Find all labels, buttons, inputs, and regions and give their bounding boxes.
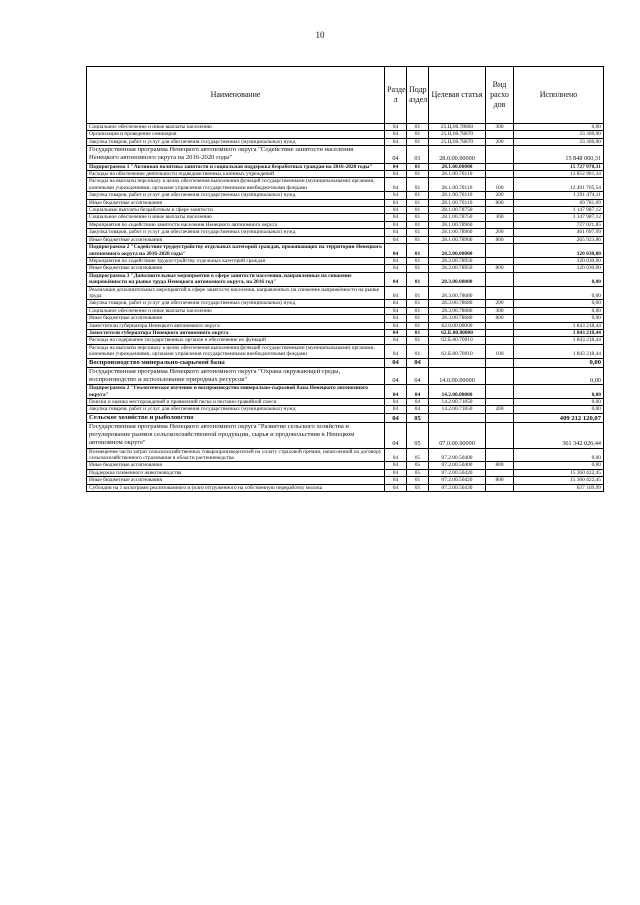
cell-executed: 0,00 (514, 406, 604, 413)
cell-section: 04 (385, 329, 407, 336)
cell-expense-type (486, 286, 514, 300)
cell-expense-type (486, 367, 514, 384)
cell-expense-type: 200 (486, 229, 514, 236)
cell-expense-type: 100 (486, 344, 514, 358)
cell-target: 62.Б.00.70010 (429, 337, 486, 344)
cell-section: 04 (385, 406, 407, 413)
cell-executed: 361 342 026,44 (514, 423, 604, 449)
table-row (87, 124, 604, 131)
cell-executed: 1 147 987,12 (514, 214, 604, 221)
cell-subsection: 01 (407, 329, 429, 336)
cell-subsection: 01 (407, 257, 429, 264)
table-row (87, 448, 604, 462)
cell-subsection: 01 (407, 272, 429, 286)
cell-subsection: 04 (407, 367, 429, 384)
cell-subsection: 01 (407, 178, 429, 192)
table-row (87, 469, 604, 476)
cell-name: Иные бюджетные ассигнования (87, 265, 385, 272)
table-row (87, 344, 604, 358)
cell-section: 04 (385, 367, 407, 384)
cell-expense-type (486, 423, 514, 449)
cell-name: Заместители губернатора Ненецкого автономного округа (87, 322, 385, 329)
cell-section: 04 (385, 286, 407, 300)
cell-subsection: 04 (407, 399, 429, 406)
table-row (87, 307, 604, 314)
cell-section: 04 (385, 423, 407, 449)
cell-section: 04 (385, 244, 407, 258)
cell-executed: 1 291 474,11 (514, 192, 604, 199)
cell-target: 07.0.00.00000 (429, 423, 486, 449)
cell-target: 28.3.00.78680 (429, 315, 486, 322)
page-number: 10 (315, 30, 325, 40)
cell-executed: 120 030,00 (514, 257, 604, 264)
cell-executed: 1 843 218,44 (514, 329, 604, 336)
cell-target (429, 413, 486, 422)
cell-subsection: 01 (407, 244, 429, 258)
cell-expense-type: 800 (486, 265, 514, 272)
cell-name: Закупка товаров, работ и услуг для обеспечения государственных (муниципальных) нужд (87, 192, 385, 199)
cell-executed: 69 781,69 (514, 199, 604, 206)
cell-target: 28.1.00.00000 (429, 163, 486, 170)
cell-name: Иные бюджетные ассигнования (87, 236, 385, 243)
cell-subsection: 05 (407, 462, 429, 469)
cell-expense-type (486, 163, 514, 170)
cell-executed: 0,00 (514, 307, 604, 314)
cell-executed: 0,00 (514, 462, 604, 469)
cell-executed: 0,00 (514, 315, 604, 322)
cell-target: 28.2.00.78950 (429, 265, 486, 272)
cell-executed: 637 169,99 (514, 484, 604, 491)
table-row (87, 199, 604, 206)
table-row (87, 257, 604, 264)
cell-target: 28.3.00.78680 (429, 307, 486, 314)
cell-executed: 1 843 218,44 (514, 322, 604, 329)
cell-section: 04 (385, 307, 407, 314)
table-row (87, 477, 604, 484)
cell-section: 04 (385, 337, 407, 344)
cell-section: 04 (385, 236, 407, 243)
header-name: Наименование (87, 67, 385, 124)
cell-name: Расходы на содержание государственных органов и обеспечение их функций (87, 337, 385, 344)
cell-section: 04 (385, 469, 407, 476)
cell-section: 04 (385, 214, 407, 221)
cell-section: 04 (385, 477, 407, 484)
table-row (87, 236, 604, 243)
cell-section: 04 (385, 413, 407, 422)
cell-target: 28.1.00.78960 (429, 236, 486, 243)
table-row (87, 171, 604, 178)
cell-executed: 409 212 120,07 (514, 413, 604, 422)
cell-section: 04 (385, 399, 407, 406)
cell-target: 25.Ц.00.78870 (429, 131, 486, 138)
cell-expense-type (486, 413, 514, 422)
cell-target: 28.1.00.70110 (429, 199, 486, 206)
table-row (87, 131, 604, 138)
cell-section: 04 (385, 146, 407, 163)
cell-subsection: 01 (407, 322, 429, 329)
cell-subsection: 05 (407, 477, 429, 484)
cell-expense-type (486, 221, 514, 228)
cell-name: Воспроизводство минерально-сырьевой базы (87, 358, 385, 367)
cell-subsection: 01 (407, 199, 429, 206)
table-row (87, 221, 604, 228)
cell-name: Подпрограмма 3 "Дополнительные мероприятия в сфере занятости населения, направленные на снижение напряжённости на рынке труда Ненецкого автономного округа, на 2016 год" (87, 272, 385, 286)
cell-target: 14.0.00.00000 (429, 367, 486, 384)
cell-section: 04 (385, 484, 407, 491)
cell-expense-type: 800 (486, 477, 514, 484)
table-row (87, 385, 604, 399)
cell-subsection: 01 (407, 265, 429, 272)
cell-name: Подпрограмма 1 "Активная политика занятости и социальная поддержка безработных граждан на 2016-2020 годы" (87, 163, 385, 170)
table-row (87, 413, 604, 422)
cell-name: Субсидии на 1 килограмм реализованного и (или) отгруженного на собственную переработку молока (87, 484, 385, 491)
table-row (87, 272, 604, 286)
cell-section: 04 (385, 221, 407, 228)
cell-section: 04 (385, 229, 407, 236)
cell-executed: 23 300,00 (514, 138, 604, 145)
cell-target (429, 358, 486, 367)
cell-name: Организация и проведение семинаров (87, 131, 385, 138)
cell-name: Подпрограмма 2 "Содействие трудоустройству отдельных категорий граждан, проживающих на территории Ненецкого автономного округа на 2016-2020 годы" (87, 244, 385, 258)
cell-target: 28.3.00.78680 (429, 286, 486, 300)
cell-subsection: 01 (407, 229, 429, 236)
cell-executed: 0,00 (514, 399, 604, 406)
cell-expense-type (486, 484, 514, 491)
cell-section: 04 (385, 300, 407, 307)
cell-expense-type: 200 (486, 406, 514, 413)
cell-name: Закупка товаров, работ и услуг для обеспечения государственных (муниципальных) нужд (87, 300, 385, 307)
cell-name: Подпрограмма 2 "Геологическое изучение и воспроизводство минерально-сырьевой базы Ненецкого автономного округа" (87, 385, 385, 399)
cell-expense-type (486, 329, 514, 336)
cell-name: Поиски и оценка месторождений и проявлений песка и песчано-гравийной смеси (87, 399, 385, 406)
cell-target: 28.1.00.78750 (429, 207, 486, 214)
cell-section: 04 (385, 138, 407, 145)
table-row (87, 462, 604, 469)
cell-expense-type: 800 (486, 236, 514, 243)
cell-name: Сельское хозяйство и рыболовство (87, 413, 385, 422)
cell-expense-type: 300 (486, 214, 514, 221)
cell-target: 14.2.00.00000 (429, 385, 486, 399)
cell-executed: 15 848 000,31 (514, 146, 604, 163)
cell-executed: 15 727 970,31 (514, 163, 604, 170)
cell-target: 28.1.00.70110 (429, 171, 486, 178)
table-row (87, 178, 604, 192)
cell-executed: 727 021,85 (514, 221, 604, 228)
cell-target: 28.0.00.00000 (429, 146, 486, 163)
cell-target: 62.Б.00.00000 (429, 329, 486, 336)
cell-target: 07.2.00.50420 (429, 469, 486, 476)
cell-name: Государственная программа Ненецкого автономного округа "Охрана окружающей среды, воспроизводство и использование природных ресурсов" (87, 367, 385, 384)
cell-subsection: 01 (407, 124, 429, 131)
cell-executed: 1 147 987,12 (514, 207, 604, 214)
cell-section: 04 (385, 199, 407, 206)
cell-expense-type: 800 (486, 462, 514, 469)
cell-subsection: 01 (407, 315, 429, 322)
cell-subsection: 01 (407, 163, 429, 170)
cell-target: 25.Ц.00.78870 (429, 138, 486, 145)
cell-executed: 12 491 705,54 (514, 178, 604, 192)
table-row (87, 367, 604, 384)
cell-section: 04 (385, 448, 407, 462)
cell-section: 04 (385, 163, 407, 170)
cell-expense-type (486, 358, 514, 367)
header-subsection: Подр аздел (407, 67, 429, 124)
cell-subsection: 01 (407, 171, 429, 178)
header-executed: Исполнено (514, 67, 604, 124)
cell-expense-type: 800 (486, 199, 514, 206)
table-row (87, 265, 604, 272)
cell-expense-type: 300 (486, 307, 514, 314)
table-row (87, 399, 604, 406)
table-row (87, 146, 604, 163)
cell-subsection: 01 (407, 286, 429, 300)
cell-subsection: 01 (407, 307, 429, 314)
cell-executed: 23 300,00 (514, 131, 604, 138)
cell-subsection: 05 (407, 413, 429, 422)
cell-executed: 0,00 (514, 448, 604, 462)
cell-expense-type: 300 (486, 124, 514, 131)
cell-subsection: 04 (407, 385, 429, 399)
cell-executed: 265 923,86 (514, 236, 604, 243)
cell-executed: 0,00 (514, 358, 604, 367)
table-row (87, 358, 604, 367)
cell-expense-type: 100 (486, 178, 514, 192)
cell-name: Государственная программа Ненецкого автономного округа "Развитие сельского хозяйства и регулирование рынков сельскохозяйственной продукции, сырья и продовольствия в Ненецком автономном округе" (87, 423, 385, 449)
cell-name: Расходы на обеспечение деятельности подведомственных казённых учреждений (87, 171, 385, 178)
cell-executed: 15 360 422,45 (514, 469, 604, 476)
cell-subsection: 01 (407, 138, 429, 145)
cell-name: Социальное обеспечение и иные выплаты населению (87, 307, 385, 314)
table-row (87, 244, 604, 258)
cell-expense-type (486, 146, 514, 163)
cell-subsection: 01 (407, 337, 429, 344)
cell-section: 04 (385, 358, 407, 367)
cell-target: 25.Ц.00.78860 (429, 124, 486, 131)
table-row (87, 406, 604, 413)
cell-expense-type: 200 (486, 300, 514, 307)
cell-executed: 13 852 961,34 (514, 171, 604, 178)
table-row (87, 423, 604, 449)
cell-name: Социальное обеспечение и иные выплаты населению (87, 124, 385, 131)
cell-name: Социальные выплаты безработным в сфере занятости (87, 207, 385, 214)
cell-executed: 0,00 (514, 124, 604, 131)
cell-name: Мероприятия по содействию трудоустройству отдельных категорий граждан (87, 257, 385, 264)
cell-subsection: 05 (407, 469, 429, 476)
cell-expense-type (486, 207, 514, 214)
cell-executed: 15 360 422,45 (514, 477, 604, 484)
cell-name: Государственная программа Ненецкого автономного округа "Содействие занятости населения Ненецкого автономного округа на 2016-2020 годы" (87, 146, 385, 163)
cell-subsection: 04 (407, 406, 429, 413)
table-row (87, 315, 604, 322)
cell-executed: 0,00 (514, 272, 604, 286)
cell-name: Расходы на выплаты персоналу в целях обеспечения выполнения функций государственными (муниципальными) органами, казенными учреждениями, органами управления государственными внебюджетными фондами (87, 344, 385, 358)
cell-subsection: 01 (407, 221, 429, 228)
cell-subsection: 05 (407, 484, 429, 491)
cell-name: Мероприятия по содействию занятости населения Ненецкого автономного округа (87, 221, 385, 228)
header-target: Целевая статья (429, 67, 486, 124)
cell-expense-type (486, 448, 514, 462)
cell-section: 04 (385, 178, 407, 192)
cell-target: 07.2.00.50400 (429, 462, 486, 469)
cell-target: 28.1.00.70110 (429, 178, 486, 192)
table-row (87, 322, 604, 329)
cell-name: Возмещение части затрат сельскохозяйственных товаропроизводителей на уплату страховой премии, начисленной по договору сельскохозяйственного страхования в области растениеводства (87, 448, 385, 462)
cell-name: Закупка товаров, работ и услуг для обеспечения государственных (муниципальных) нужд (87, 229, 385, 236)
cell-section: 04 (385, 315, 407, 322)
cell-name: Закупка товаров, работ и услуг для обеспечения государственных (муниципальных) нужд (87, 138, 385, 145)
cell-subsection: 01 (407, 300, 429, 307)
cell-target: 07.2.00.50420 (429, 477, 486, 484)
cell-target: 28.3.00.78680 (429, 300, 486, 307)
cell-executed: 0,00 (514, 286, 604, 300)
cell-section: 04 (385, 124, 407, 131)
table-row (87, 337, 604, 344)
cell-subsection: 01 (407, 131, 429, 138)
table-row (87, 192, 604, 199)
cell-section: 04 (385, 257, 407, 264)
cell-section: 04 (385, 385, 407, 399)
cell-name: Иные бюджетные ассигнования (87, 462, 385, 469)
cell-expense-type (486, 385, 514, 399)
table-row (87, 207, 604, 214)
cell-name: Иные бюджетные ассигнования (87, 199, 385, 206)
table-row (87, 484, 604, 491)
cell-expense-type (486, 337, 514, 344)
cell-name: Расходы на выплаты персоналу в целях обеспечения выполнения функций государственными (муниципальными) органами, казенными учреждениями, органами управления государственными внебюджетными фондами (87, 178, 385, 192)
cell-executed: 120 030,00 (514, 265, 604, 272)
table-body (87, 124, 604, 492)
cell-target: 07.2.00.50430 (429, 484, 486, 491)
cell-expense-type (486, 244, 514, 258)
cell-target: 62.0.00.00000 (429, 322, 486, 329)
cell-expense-type: 200 (486, 192, 514, 199)
cell-target: 28.1.00.70110 (429, 192, 486, 199)
cell-target: 14.2.00.71850 (429, 399, 486, 406)
cell-name: Заместители губернатора Ненецкого автономного округа (87, 329, 385, 336)
cell-expense-type (486, 469, 514, 476)
table-header-row (87, 67, 604, 124)
cell-subsection: 05 (407, 448, 429, 462)
cell-target: 07.2.00.50400 (429, 448, 486, 462)
cell-executed: 1 843 218,44 (514, 337, 604, 344)
cell-executed: 120 030,00 (514, 244, 604, 258)
cell-executed: 1 843 218,44 (514, 344, 604, 358)
cell-expense-type (486, 322, 514, 329)
cell-executed: 0,00 (514, 385, 604, 399)
cell-subsection: 05 (407, 423, 429, 449)
cell-subsection: 01 (407, 214, 429, 221)
cell-section: 04 (385, 462, 407, 469)
cell-name: Социальное обеспечение и иные выплаты населению (87, 214, 385, 221)
cell-target: 14.2.00.71850 (429, 406, 486, 413)
table-row (87, 300, 604, 307)
cell-expense-type (486, 171, 514, 178)
cell-subsection: 04 (407, 358, 429, 367)
cell-executed: 0,00 (514, 300, 604, 307)
cell-expense-type (486, 257, 514, 264)
cell-name: Закупка товаров, работ и услуг для обеспечения государственных (муниципальных) нужд (87, 406, 385, 413)
cell-expense-type (486, 131, 514, 138)
cell-section: 04 (385, 207, 407, 214)
cell-subsection: 01 (407, 236, 429, 243)
cell-expense-type: 200 (486, 138, 514, 145)
table-row (87, 214, 604, 221)
table-row (87, 286, 604, 300)
table-row (87, 138, 604, 145)
cell-section: 04 (385, 272, 407, 286)
table-row (87, 329, 604, 336)
cell-section: 04 (385, 344, 407, 358)
cell-subsection: 01 (407, 207, 429, 214)
cell-name: Иные бюджетные ассигнования (87, 477, 385, 484)
table-row (87, 163, 604, 170)
cell-name: Иные бюджетные ассигнования (87, 315, 385, 322)
header-expense-type: Вид расхо дов (486, 67, 514, 124)
cell-executed: 0,00 (514, 367, 604, 384)
cell-subsection: 01 (407, 344, 429, 358)
cell-section: 04 (385, 192, 407, 199)
cell-executed: 461 097,99 (514, 229, 604, 236)
cell-subsection: 01 (407, 146, 429, 163)
cell-target: 28.1.00.78960 (429, 221, 486, 228)
cell-expense-type (486, 399, 514, 406)
cell-target: 28.2.00.00000 (429, 244, 486, 258)
cell-section: 04 (385, 322, 407, 329)
cell-section: 04 (385, 131, 407, 138)
cell-name: Поддержка племенного животноводства (87, 469, 385, 476)
cell-target: 28.1.00.78960 (429, 229, 486, 236)
cell-expense-type (486, 272, 514, 286)
cell-target: 62.Б.00.70010 (429, 344, 486, 358)
cell-expense-type: 800 (486, 315, 514, 322)
cell-name: Реализация дополнительных мероприятий в сфере занятости населения, направленных на снижение напряжённости на рынке труда (87, 286, 385, 300)
header-section: Разде л (385, 67, 407, 124)
cell-target: 28.2.00.78950 (429, 257, 486, 264)
budget-table (86, 66, 604, 492)
cell-section: 04 (385, 171, 407, 178)
cell-target: 28.3.00.00000 (429, 272, 486, 286)
table-row (87, 229, 604, 236)
cell-section: 04 (385, 265, 407, 272)
cell-target: 28.1.00.78750 (429, 214, 486, 221)
cell-subsection: 01 (407, 192, 429, 199)
